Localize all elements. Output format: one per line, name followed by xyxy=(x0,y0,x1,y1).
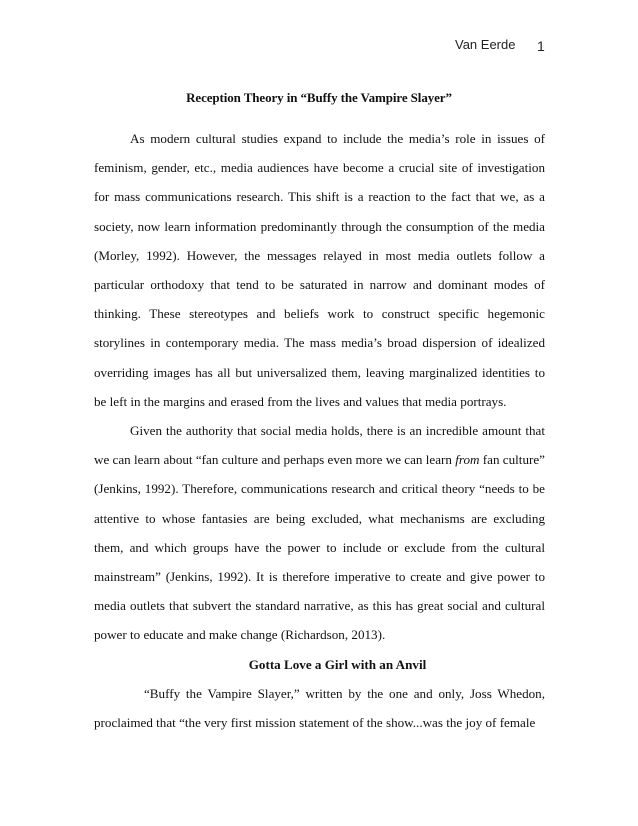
paragraph-1: As modern cultural studies expand to include the media’s role in issues of feminism, gender, etc., media audiences have become a crucial site of investigation for mass communications research. This shift is a reaction to the fact that we, as a society, now learn information predominantly through the consumption of the media (Morley, 1992). However, the messages relayed in most media outlets follow a particular orthodoxy that tend to be saturated in narrow and dominant modes of thinking. These stereotypes and beliefs work to construct specific hegemonic storylines in contemporary media. The mass media’s broad dispersion of idealized overriding images has all but universalized them, leaving marginalized identities to be left in the margins and erased from the lives and values that media portrays. xyxy=(94,131,545,409)
paragraph-2 xyxy=(94,416,545,650)
header-author: Van Eerde xyxy=(455,37,516,52)
paragraph-3: “Buffy the Vampire Slayer,” written by the one and only, Joss Whedon, proclaimed that “the very first mission statement of the show...was the joy of female xyxy=(94,685,545,731)
paragraph-2-part-a: Given the authority that social media holds, there is an incredible amount that we can learn about “fan culture and perhaps even more we can learn xyxy=(94,423,545,468)
document-title: Reception Theory in “Buffy the Vampire Slayer” xyxy=(186,90,452,105)
section-heading: Gotta Love a Girl with an Anvil xyxy=(248,656,427,672)
body-text xyxy=(94,124,545,737)
emphasis-from: from xyxy=(455,452,480,468)
page-number: 1 xyxy=(537,38,545,54)
paragraph-2-part-b: fan culture” (Jenkins, 1992). Therefore, communications research and critical theory “needs to be attentive to whose fantasies are being excluded, what mechanisms are excluding them, and which groups have the power to include or exclude from the cultural mainstream” (Jenkins, 1992). It is therefore imperative to create and give power to media outlets that subvert the standard narrative, as this has great social and cultural power to educate and make change (Richardson, 2013). xyxy=(94,452,545,643)
running-header xyxy=(0,37,638,57)
